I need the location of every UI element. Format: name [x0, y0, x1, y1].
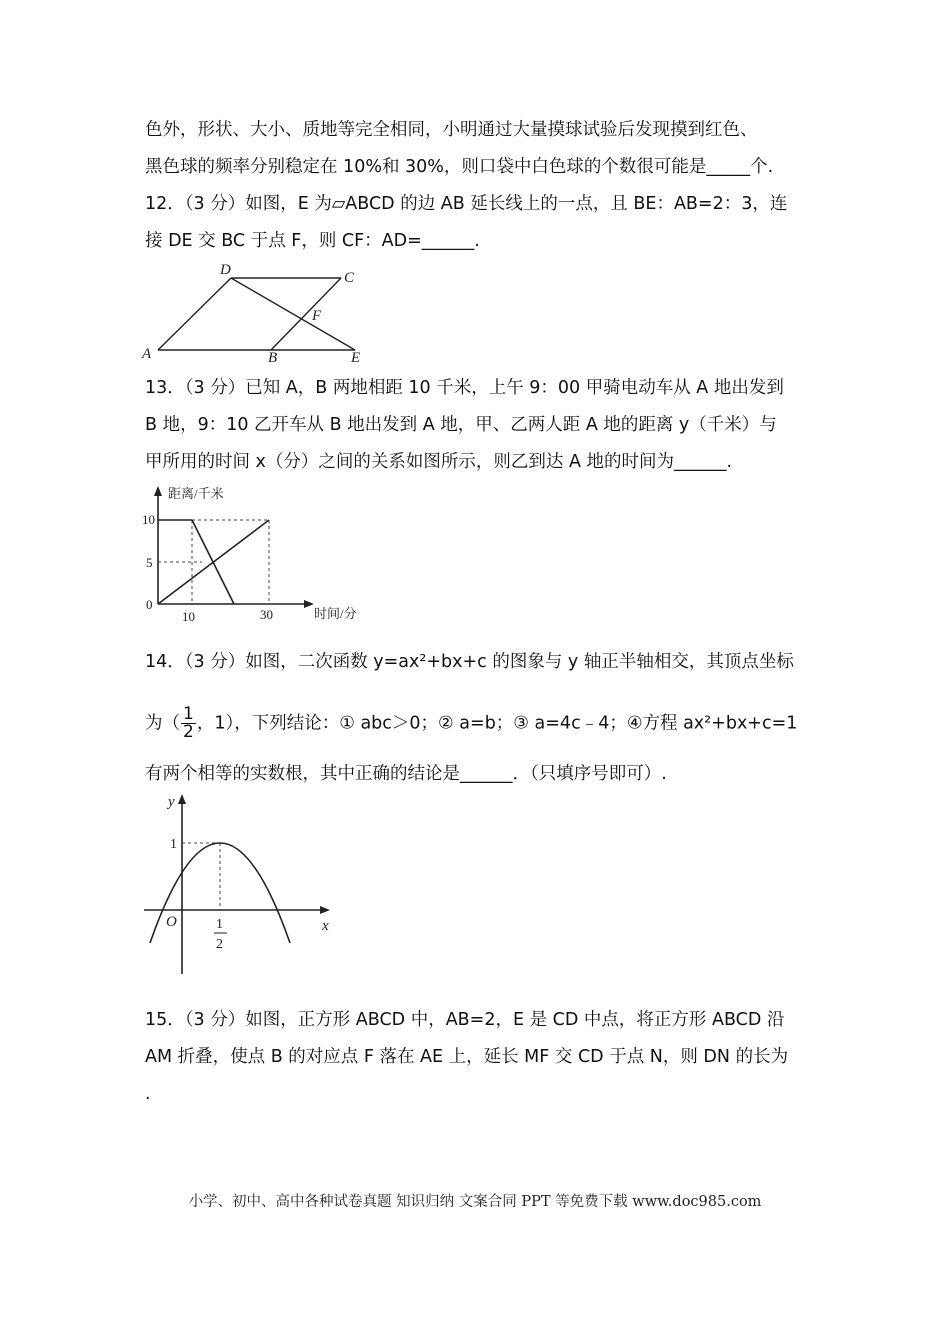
label-E: E	[351, 350, 361, 366]
label-D: D	[220, 262, 231, 278]
q11-line1: 色外，形状、大小、质地等完全相同，小明通过大量摸球试验后发现摸到红色、	[145, 120, 758, 140]
q14-line2-post: ，1），下列结论：① abc＞0；② a=b；③ a=4c﹣4；④方程 ax²+bx+c=1	[196, 713, 798, 734]
xtick-30: 30	[260, 607, 273, 622]
distance-time-graph	[138, 480, 378, 632]
x-axis-label: x	[322, 918, 329, 934]
y-axis-label: y	[168, 794, 175, 810]
q12-line2: 接 DE 交 BC 于点 F，则 CF：AD=______.	[145, 231, 480, 251]
xtick-10: 10	[182, 609, 195, 624]
ytick-0: 0	[146, 597, 153, 612]
ytick-5: 5	[146, 555, 153, 570]
frac-numerator: 1	[183, 704, 194, 724]
q13-line2: B 地，9：10 乙开车从 B 地出发到 A 地，甲、乙两人距 A 地的距离 y（千米）与	[145, 415, 777, 435]
label-B: B	[268, 350, 278, 366]
origin-label: O	[166, 914, 177, 930]
parallelogram-figure	[138, 258, 378, 372]
x-axis-label: 时间/分	[314, 606, 357, 621]
ytick-10: 10	[142, 512, 155, 527]
q13-line1: 13．（3 分）已知 A，B 两地相距 10 千米，上午 9：00 甲骑电动车从 A 地出发到	[145, 378, 784, 398]
q14-line3: 有两个相等的实数根，其中正确的结论是______．（只填序号即可）.	[145, 764, 667, 784]
q15-line2: AM 折叠，使点 B 的对应点 F 落在 AE 上，延长 MF 交 CD 于点 N，则 DN 的长为	[145, 1047, 789, 1067]
q15-line3: .	[145, 1084, 151, 1104]
q13-line3: 甲所用的时间 x（分）之间的关系如图所示，则乙到达 A 地的时间为______.	[145, 452, 733, 472]
q14-line2	[145, 706, 797, 741]
label-C: C	[344, 270, 355, 286]
half-numerator: 1	[216, 917, 223, 932]
label-A: A	[142, 346, 152, 362]
label-F: F	[312, 308, 322, 324]
page-footer: 小学、初中、高中各种试卷真题 知识归纳 文案合同 PPT 等免费下载 www.doc985.com	[188, 1194, 762, 1210]
frac-denominator: 2	[183, 722, 194, 742]
parabola-graph	[138, 788, 338, 984]
q11-line2: 黑色球的频率分别稳定在 10%和 30%，则口袋中白色球的个数很可能是_____个.	[145, 157, 774, 177]
q14-line2-pre: 为（	[145, 713, 180, 734]
q12-line1: 12．（3 分）如图，E 为▱ABCD 的边 AB 延长线上的一点，且 BE：AB=2：3，连	[145, 194, 788, 214]
half-denominator: 2	[216, 937, 223, 952]
q15-line1: 15．（3 分）如图，正方形 ABCD 中，AB=2，E 是 CD 中点，将正方形 ABCD 沿	[145, 1010, 785, 1030]
vertex-x-fraction	[181, 706, 196, 741]
q14-line1: 14．（3 分）如图，二次函数 y=ax²+bx+c 的图象与 y 轴正半轴相交，其顶点坐标	[145, 652, 794, 672]
tick-1: 1	[170, 837, 177, 852]
y-axis-label: 距离/千米	[168, 486, 224, 501]
